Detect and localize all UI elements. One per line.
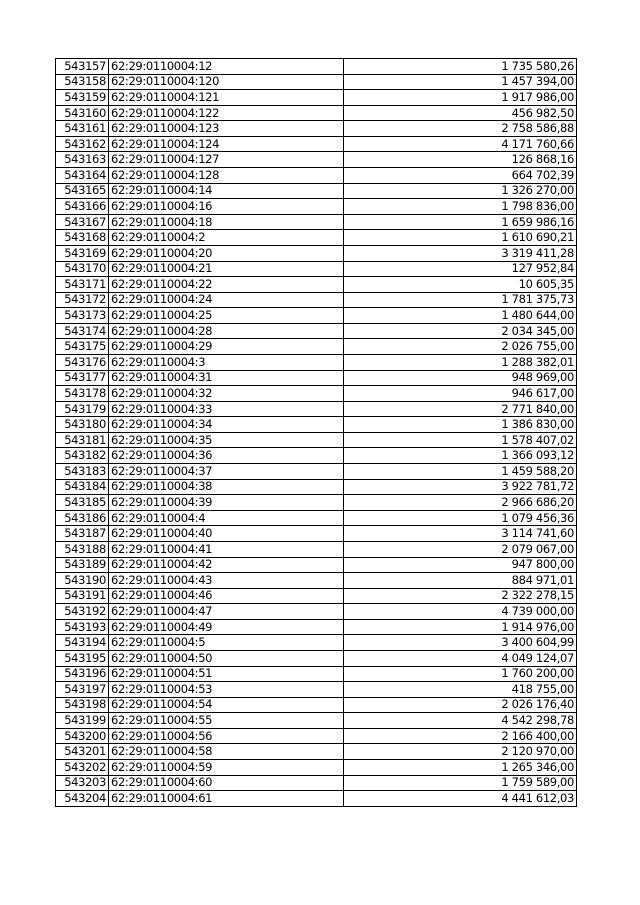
table-row — [56, 573, 577, 589]
table-row — [56, 354, 577, 370]
cadastral-number-cell: 62:29:0110004:121 — [109, 90, 344, 106]
row-number-cell: 543181 — [56, 432, 109, 448]
row-number-cell: 543201 — [56, 744, 109, 760]
cadastral-number-cell: 62:29:0110004:36 — [109, 448, 344, 464]
cadastral-number-cell: 62:29:0110004:123 — [109, 121, 344, 137]
value-cell: 4 441 612,03 — [344, 791, 577, 807]
cadastral-number-cell: 62:29:0110004:47 — [109, 604, 344, 620]
table-row — [56, 495, 577, 511]
cadastral-number-cell: 62:29:0110004:128 — [109, 168, 344, 184]
row-number-cell: 543202 — [56, 760, 109, 776]
table-row — [56, 261, 577, 277]
cadastral-number-cell: 62:29:0110004:40 — [109, 526, 344, 542]
value-cell: 1 578 407,02 — [344, 432, 577, 448]
value-cell: 4 171 760,66 — [344, 136, 577, 152]
row-number-cell: 543190 — [56, 573, 109, 589]
cadastral-number-cell: 62:29:0110004:60 — [109, 775, 344, 791]
cadastral-number-cell: 62:29:0110004:21 — [109, 261, 344, 277]
table-row — [56, 199, 577, 215]
row-number-cell: 543193 — [56, 619, 109, 635]
row-number-cell: 543167 — [56, 214, 109, 230]
cadastral-number-cell: 62:29:0110004:55 — [109, 713, 344, 729]
cadastral-number-cell: 62:29:0110004:61 — [109, 791, 344, 807]
value-cell: 1 326 270,00 — [344, 183, 577, 199]
value-cell: 1 917 986,00 — [344, 90, 577, 106]
cadastral-number-cell: 62:29:0110004:120 — [109, 74, 344, 90]
table-row — [56, 713, 577, 729]
value-cell: 4 739 000,00 — [344, 604, 577, 620]
value-cell: 2 079 067,00 — [344, 541, 577, 557]
table-row — [56, 541, 577, 557]
value-cell: 1 735 580,26 — [344, 59, 577, 75]
table-row — [56, 370, 577, 386]
row-number-cell: 543158 — [56, 74, 109, 90]
cadastral-number-cell: 62:29:0110004:53 — [109, 682, 344, 698]
row-number-cell: 543192 — [56, 604, 109, 620]
value-cell: 1 079 456,36 — [344, 510, 577, 526]
value-cell: 1 459 588,20 — [344, 464, 577, 480]
cadastral-number-cell: 62:29:0110004:25 — [109, 308, 344, 324]
value-cell: 4 049 124,07 — [344, 650, 577, 666]
cadastral-number-cell: 62:29:0110004:5 — [109, 635, 344, 651]
row-number-cell: 543186 — [56, 510, 109, 526]
row-number-cell: 543180 — [56, 417, 109, 433]
row-number-cell: 543162 — [56, 136, 109, 152]
cadastral-number-cell: 62:29:0110004:34 — [109, 417, 344, 433]
row-number-cell: 543179 — [56, 401, 109, 417]
table-row — [56, 510, 577, 526]
cadastral-number-cell: 62:29:0110004:42 — [109, 557, 344, 573]
row-number-cell: 543203 — [56, 775, 109, 791]
cadastral-number-cell: 62:29:0110004:43 — [109, 573, 344, 589]
table-body — [56, 59, 577, 807]
table-row — [56, 464, 577, 480]
table-row — [56, 292, 577, 308]
value-cell: 1 366 093,12 — [344, 448, 577, 464]
value-cell: 1 265 346,00 — [344, 760, 577, 776]
cadastral-number-cell: 62:29:0110004:4 — [109, 510, 344, 526]
row-number-cell: 543168 — [56, 230, 109, 246]
value-cell: 1 386 830,00 — [344, 417, 577, 433]
cadastral-number-cell: 62:29:0110004:16 — [109, 199, 344, 215]
document-page — [55, 58, 577, 807]
table-row — [56, 183, 577, 199]
row-number-cell: 543196 — [56, 666, 109, 682]
value-cell: 948 969,00 — [344, 370, 577, 386]
table-row — [56, 417, 577, 433]
cadastral-number-cell: 62:29:0110004:28 — [109, 323, 344, 339]
value-cell: 1 480 644,00 — [344, 308, 577, 324]
cadastral-number-cell: 62:29:0110004:32 — [109, 386, 344, 402]
value-cell: 2 966 686,20 — [344, 495, 577, 511]
cadastral-number-cell: 62:29:0110004:24 — [109, 292, 344, 308]
value-cell: 1 781 375,73 — [344, 292, 577, 308]
row-number-cell: 543171 — [56, 277, 109, 293]
cadastral-number-cell: 62:29:0110004:46 — [109, 588, 344, 604]
table-row — [56, 323, 577, 339]
cadastral-number-cell: 62:29:0110004:2 — [109, 230, 344, 246]
value-cell: 2 758 586,88 — [344, 121, 577, 137]
value-cell: 1 659 986,16 — [344, 214, 577, 230]
cadastral-number-cell: 62:29:0110004:12 — [109, 59, 344, 75]
value-cell: 1 914 976,00 — [344, 619, 577, 635]
value-cell: 1 759 589,00 — [344, 775, 577, 791]
value-cell: 126 868,16 — [344, 152, 577, 168]
value-cell: 1 457 394,00 — [344, 74, 577, 90]
cadastral-number-cell: 62:29:0110004:124 — [109, 136, 344, 152]
value-cell: 3 319 411,28 — [344, 245, 577, 261]
value-cell: 2 166 400,00 — [344, 728, 577, 744]
row-number-cell: 543182 — [56, 448, 109, 464]
value-cell: 3 922 781,72 — [344, 479, 577, 495]
value-cell: 2 322 278,15 — [344, 588, 577, 604]
table-row — [56, 760, 577, 776]
table-row — [56, 479, 577, 495]
cadastral-number-cell: 62:29:0110004:51 — [109, 666, 344, 682]
table-row — [56, 557, 577, 573]
value-cell: 3 400 604,99 — [344, 635, 577, 651]
row-number-cell: 543159 — [56, 90, 109, 106]
table-row — [56, 744, 577, 760]
table-row — [56, 635, 577, 651]
cadastral-number-cell: 62:29:0110004:29 — [109, 339, 344, 355]
value-cell: 947 800,00 — [344, 557, 577, 573]
row-number-cell: 543194 — [56, 635, 109, 651]
table-row — [56, 105, 577, 121]
cadastral-number-cell: 62:29:0110004:127 — [109, 152, 344, 168]
row-number-cell: 543166 — [56, 199, 109, 215]
table-row — [56, 308, 577, 324]
table-row — [56, 588, 577, 604]
value-cell: 1 610 690,21 — [344, 230, 577, 246]
table-row — [56, 791, 577, 807]
cadastral-number-cell: 62:29:0110004:54 — [109, 697, 344, 713]
cadastral-number-cell: 62:29:0110004:14 — [109, 183, 344, 199]
row-number-cell: 543189 — [56, 557, 109, 573]
value-cell: 10 605,35 — [344, 277, 577, 293]
table-row — [56, 697, 577, 713]
table-row — [56, 339, 577, 355]
table-row — [56, 168, 577, 184]
table-row — [56, 619, 577, 635]
value-cell: 2 771 840,00 — [344, 401, 577, 417]
cadastral-number-cell: 62:29:0110004:31 — [109, 370, 344, 386]
row-number-cell: 543187 — [56, 526, 109, 542]
value-cell: 2 026 176,40 — [344, 697, 577, 713]
table-row — [56, 277, 577, 293]
value-cell: 1 288 382,01 — [344, 354, 577, 370]
value-cell: 1 798 836,00 — [344, 199, 577, 215]
row-number-cell: 543177 — [56, 370, 109, 386]
value-cell: 2 120 970,00 — [344, 744, 577, 760]
value-cell: 1 760 200,00 — [344, 666, 577, 682]
table-row — [56, 401, 577, 417]
table-row — [56, 432, 577, 448]
table-row — [56, 90, 577, 106]
cadastral-number-cell: 62:29:0110004:39 — [109, 495, 344, 511]
row-number-cell: 543185 — [56, 495, 109, 511]
value-cell: 884 971,01 — [344, 573, 577, 589]
value-cell: 2 026 755,00 — [344, 339, 577, 355]
table-row — [56, 386, 577, 402]
table-row — [56, 59, 577, 75]
cadastral-number-cell: 62:29:0110004:37 — [109, 464, 344, 480]
value-cell: 456 982,50 — [344, 105, 577, 121]
table-row — [56, 448, 577, 464]
row-number-cell: 543173 — [56, 308, 109, 324]
cadastral-number-cell: 62:29:0110004:122 — [109, 105, 344, 121]
table-row — [56, 230, 577, 246]
cadastral-value-table — [55, 58, 577, 807]
value-cell: 946 617,00 — [344, 386, 577, 402]
cadastral-number-cell: 62:29:0110004:3 — [109, 354, 344, 370]
row-number-cell: 543191 — [56, 588, 109, 604]
row-number-cell: 543195 — [56, 650, 109, 666]
value-cell: 127 952,84 — [344, 261, 577, 277]
cadastral-number-cell: 62:29:0110004:59 — [109, 760, 344, 776]
cadastral-number-cell: 62:29:0110004:38 — [109, 479, 344, 495]
cadastral-number-cell: 62:29:0110004:20 — [109, 245, 344, 261]
table-row — [56, 74, 577, 90]
row-number-cell: 543165 — [56, 183, 109, 199]
table-row — [56, 682, 577, 698]
row-number-cell: 543183 — [56, 464, 109, 480]
table-row — [56, 526, 577, 542]
row-number-cell: 543176 — [56, 354, 109, 370]
cadastral-number-cell: 62:29:0110004:22 — [109, 277, 344, 293]
row-number-cell: 543199 — [56, 713, 109, 729]
value-cell: 4 542 298,78 — [344, 713, 577, 729]
row-number-cell: 543174 — [56, 323, 109, 339]
table-row — [56, 728, 577, 744]
row-number-cell: 543175 — [56, 339, 109, 355]
row-number-cell: 543204 — [56, 791, 109, 807]
row-number-cell: 543184 — [56, 479, 109, 495]
value-cell: 418 755,00 — [344, 682, 577, 698]
value-cell: 3 114 741,60 — [344, 526, 577, 542]
table-row — [56, 245, 577, 261]
row-number-cell: 543161 — [56, 121, 109, 137]
table-row — [56, 666, 577, 682]
cadastral-number-cell: 62:29:0110004:50 — [109, 650, 344, 666]
row-number-cell: 543170 — [56, 261, 109, 277]
cadastral-number-cell: 62:29:0110004:56 — [109, 728, 344, 744]
table-row — [56, 604, 577, 620]
row-number-cell: 543178 — [56, 386, 109, 402]
cadastral-number-cell: 62:29:0110004:35 — [109, 432, 344, 448]
table-row — [56, 152, 577, 168]
row-number-cell: 543169 — [56, 245, 109, 261]
cadastral-number-cell: 62:29:0110004:49 — [109, 619, 344, 635]
value-cell: 2 034 345,00 — [344, 323, 577, 339]
table-row — [56, 121, 577, 137]
table-row — [56, 650, 577, 666]
table-row — [56, 136, 577, 152]
row-number-cell: 543172 — [56, 292, 109, 308]
row-number-cell: 543163 — [56, 152, 109, 168]
row-number-cell: 543164 — [56, 168, 109, 184]
table-row — [56, 775, 577, 791]
cadastral-number-cell: 62:29:0110004:41 — [109, 541, 344, 557]
cadastral-number-cell: 62:29:0110004:58 — [109, 744, 344, 760]
cadastral-number-cell: 62:29:0110004:18 — [109, 214, 344, 230]
row-number-cell: 543157 — [56, 59, 109, 75]
row-number-cell: 543160 — [56, 105, 109, 121]
value-cell: 664 702,39 — [344, 168, 577, 184]
table-row — [56, 214, 577, 230]
row-number-cell: 543197 — [56, 682, 109, 698]
row-number-cell: 543188 — [56, 541, 109, 557]
cadastral-number-cell: 62:29:0110004:33 — [109, 401, 344, 417]
row-number-cell: 543198 — [56, 697, 109, 713]
row-number-cell: 543200 — [56, 728, 109, 744]
